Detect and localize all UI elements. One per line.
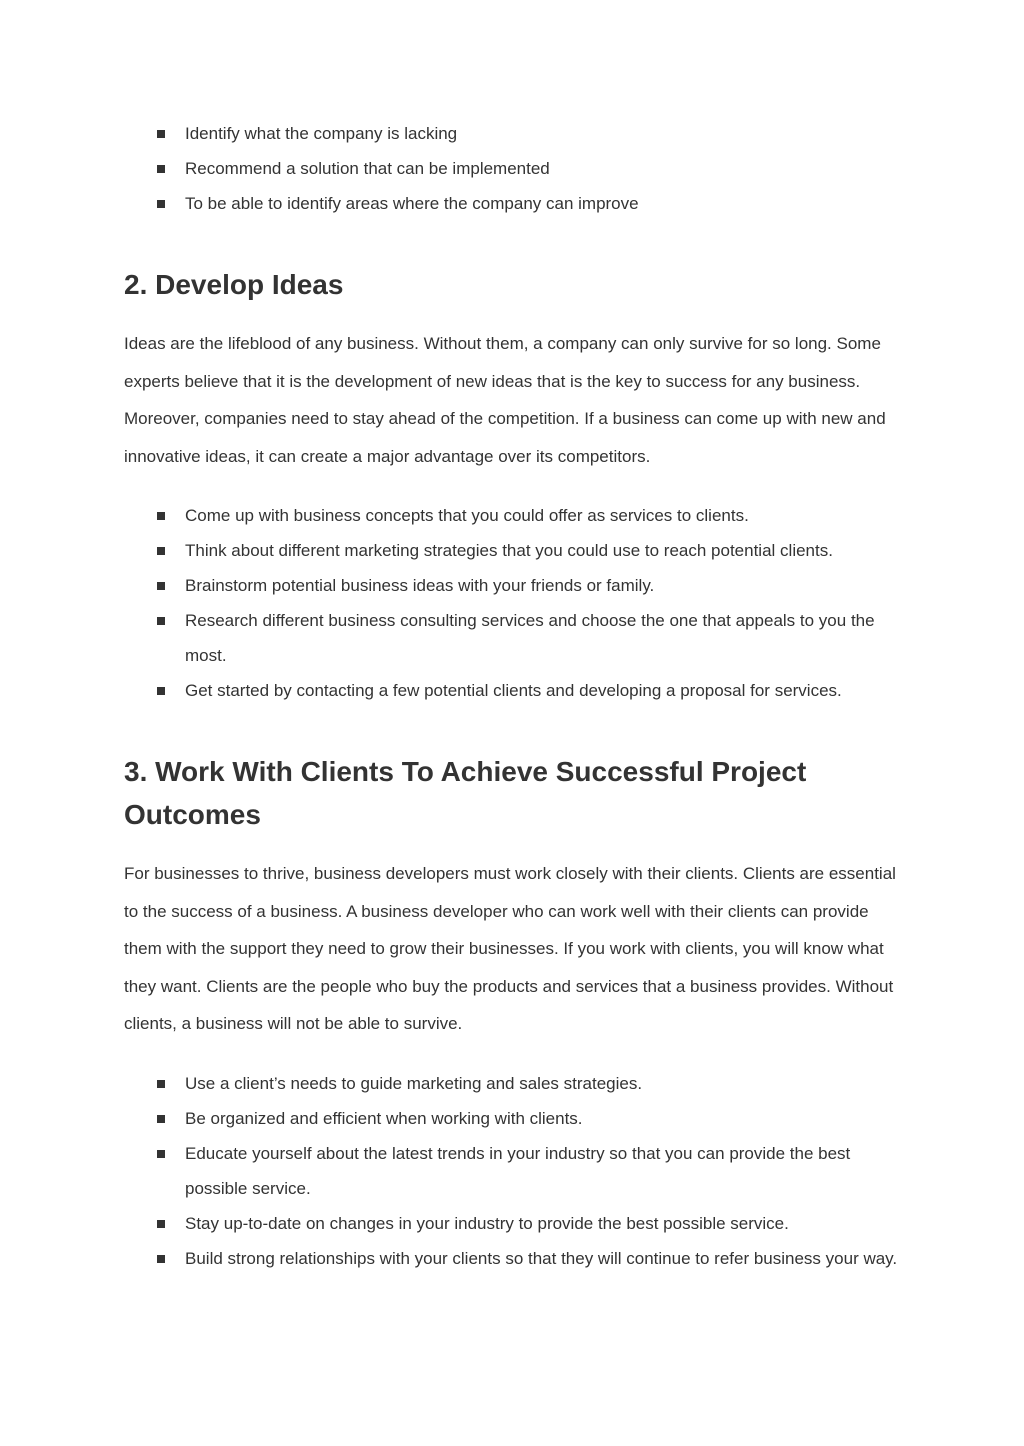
document-content: [124, 116, 904, 1276]
square-bullet-icon: [157, 512, 165, 520]
list-item: [124, 1241, 904, 1276]
square-bullet-icon: [157, 582, 165, 590]
list-item: [124, 116, 904, 151]
list-item-text: Build strong relationships with your clients so that they will continue to refer business your way.: [185, 1248, 898, 1268]
square-bullet-icon: [157, 130, 165, 138]
list-item: [124, 1101, 904, 1136]
square-bullet-icon: [157, 547, 165, 555]
square-bullet-icon: [157, 1255, 165, 1263]
list-item-text: Get started by contacting a few potential clients and developing a proposal for services.: [185, 681, 842, 700]
list-item-text: Recommend a solution that can be implemented: [185, 159, 550, 178]
square-bullet-icon: [157, 1220, 165, 1228]
list-item: [124, 603, 904, 673]
square-bullet-icon: [157, 617, 165, 625]
list-item-text: Brainstorm potential business ideas with your friends or family.: [185, 576, 655, 595]
develop-ideas-bullet-list: [124, 498, 904, 708]
list-item-text: Use a client’s needs to guide marketing and sales strategies.: [185, 1073, 643, 1093]
list-item: [124, 533, 904, 568]
section-heading-develop-ideas: 2. Develop Ideas: [124, 269, 344, 300]
list-item-text: Research different business consulting services and choose the one that appeals to you the most.: [185, 611, 875, 665]
list-item: [124, 568, 904, 603]
section-heading-work-with-clients: 3. Work With Clients To Achieve Successful Project Outcomes: [124, 756, 807, 830]
square-bullet-icon: [157, 1115, 165, 1123]
list-item: [124, 1136, 904, 1206]
list-item: [124, 1066, 904, 1101]
square-bullet-icon: [157, 1080, 165, 1088]
square-bullet-icon: [157, 687, 165, 695]
list-item: [124, 1206, 904, 1241]
list-item-text: Identify what the company is lacking: [185, 124, 458, 143]
list-item-text: Be organized and efficient when working with clients.: [185, 1108, 583, 1128]
square-bullet-icon: [157, 1150, 165, 1158]
list-item: [124, 673, 904, 708]
list-item-text: Educate yourself about the latest trends in your industry so that you can provide the best possible service.: [185, 1143, 851, 1198]
work-with-clients-paragraph: For businesses to thrive, business developers must work closely with their clients. Clients are essential to the success of a business. A business developer who can work well with their clients can provide them with the support they need to grow their businesses. If you work with clients, you will know what they want. Clients are the people who buy the products and services that a business provides. Without clients, a business will not be able to survive.: [124, 864, 896, 1033]
list-item-text: To be able to identify areas where the company can improve: [185, 194, 639, 213]
square-bullet-icon: [157, 200, 165, 208]
develop-ideas-paragraph: Ideas are the lifeblood of any business. Without them, a company can only survive for so long. Some experts believe that it is the development of new ideas that is the key to success for any business. Moreover, companies need to stay ahead of the competition. If a business can come up with new and innovative ideas, it can create a major advantage over its competitors.: [124, 334, 886, 466]
list-item: [124, 151, 904, 186]
work-with-clients-bullet-list: [124, 1066, 904, 1276]
list-item: [124, 498, 904, 533]
list-item-text: Think about different marketing strategies that you could use to reach potential clients.: [185, 541, 833, 560]
intro-bullet-list: [124, 116, 904, 221]
square-bullet-icon: [157, 165, 165, 173]
list-item-text: Come up with business concepts that you could offer as services to clients.: [185, 506, 749, 525]
list-item: [124, 186, 904, 221]
list-item-text: Stay up-to-date on changes in your industry to provide the best possible service.: [185, 1213, 789, 1233]
